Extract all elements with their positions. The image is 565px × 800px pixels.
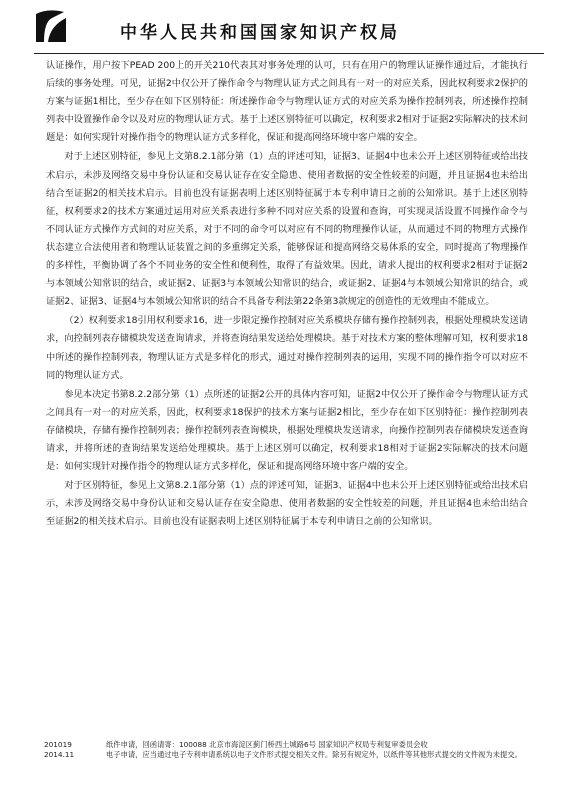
footer-line — [44, 740, 534, 750]
body-paragraph: 对于区别特征，参见上文第8.2.1部分第（1）点的评述可知，证据3、证据4中也未公开上述区别特征或给出技术启示，未涉及网络交易中身份认证和交易认证存在安全隐患、使用者数据的安全性较差的问题，并且证据4也未给出结合至证据2的相关技术启示。目前也没有证据表明上述区别特征属于本专利申请日之前的公知常识。 — [46, 480, 528, 528]
footer-text: 纸件申请，回函请寄：100088 北京市海淀区蓟门桥西土城路6号 国家知识产权局专利复审委员会收 — [106, 740, 428, 749]
office-emblem-icon — [30, 6, 70, 46]
form-code: 2014.11 — [44, 750, 75, 759]
body-paragraph: 参见本决定书第8.2.2部分第（1）点所述的证据2公开的具体内容可知，证据2中仅公开了操作命令与物理认证方式之间具有一对一的对应关系，因此，权利要求18保护的技术方案与证据2相比，至少存在如下区别特征：操作控制列表存储模块，存储有操作控制列表；操作控制列表查询模块，根据处理模块发送请求，向操作控制列表存储模块发送查询请求，并将所述的查询结果发送给处理模块。基于上述区别可以确定，权利要求18相对于证据2实际解决的技术问题是：如何实现针对操作指令的物理认证方式多样化，保证和提高网络环境中客户端的安全。 — [46, 388, 528, 473]
page-header — [0, 0, 565, 54]
footer-line — [44, 750, 534, 760]
decision-body — [46, 57, 528, 532]
body-paragraph: 对于上述区别特征，参见上文第8.2.1部分第（1）点的评述可知，证据3、证据4中也未公开上述区别特征或给出技术启示，未涉及网络交易中身份认证和交易认证存在安全隐患、使用者数据的安全性较差的问题，并且证据4也未给出结合至证据2的相关技术启示。目前也没有证据表明上述区别特征属于本专利申请日之前的公知常识。基于上述区别特征，权利要求2的技术方案通过运用对应关系表进行多种不同对应关系的设置和查询，可实现灵活设置不同操作命令与不同认证方式操作方式间的对应关系，对于不同的命令可以对应有不同的物理操作认证，从而通过不同的物理方式操作状态建立合法使用者和物理认证装置之间的多重绑定关系，能够保证和提高网络交易体系的安全，同时提高了物理操作的多样性，平衡协调了各个不同业务的安全性和便利性，取得了有益效果。因此，请求人提出的权利要求2相对于证据2与本领域公知常识的结合，或证据2、证据3与本领域公知常识的结合，或证据2、证据4与本领域公知常识的结合，或证据2、证据3、证据4与本领域公知常识的结合不具备专利法第22条第3款规定的创造性的无效理由不能成立。 — [46, 151, 528, 308]
form-code: 201019 — [44, 740, 72, 749]
footer-text: 电子申请，应当通过电子专利申请系统以电子文件形式提交相关文件。除另有规定外，以纸件等其他形式提交的文件视为未提交。 — [106, 750, 522, 759]
body-paragraph: 认证操作，用户按下PEAD 200上的开关210代表其对事务处理的认可，只有在用户的物理认证操作通过后，才能执行后续的事务处理。可见，证据2中仅公开了操作命令与物理认证方式之间具有一对一的对应关系，因此权利要求2保护的方案与证据1相比，至少存在如下区别特征：所述操作命令与物理认证方式的对应关系为操作控制列表，所述操作控制列表中设置操作命令以及对应的物理认证方式。基于上述区别特征可以确定，权利要求2相对于证据2实际解决的技术问题是：如何实现针对操作指令的物理认证方式多样化，保证和提高网络环境中客户端的安全。 — [46, 60, 528, 144]
office-name: 中华人民共和国国家知识产权局 — [120, 23, 400, 43]
body-paragraph: （2）权利要求18引用权利要求16，进一步限定操作控制对应关系模块存储有操作控制列表，根据处理模块发送请求，向控制列表存储模块发送查询请求，并将查询结果发送给处理模块。基于对技术方案的整体理解可知，权利要求18中所述的操作控制列表，物理认证方式是多样化的形式，通过对操作控制列表的运用，实现不同的操作指令可以对应不同的物理认证方式。 — [46, 315, 528, 381]
header-divider — [34, 53, 544, 54]
page-footer — [44, 740, 534, 760]
